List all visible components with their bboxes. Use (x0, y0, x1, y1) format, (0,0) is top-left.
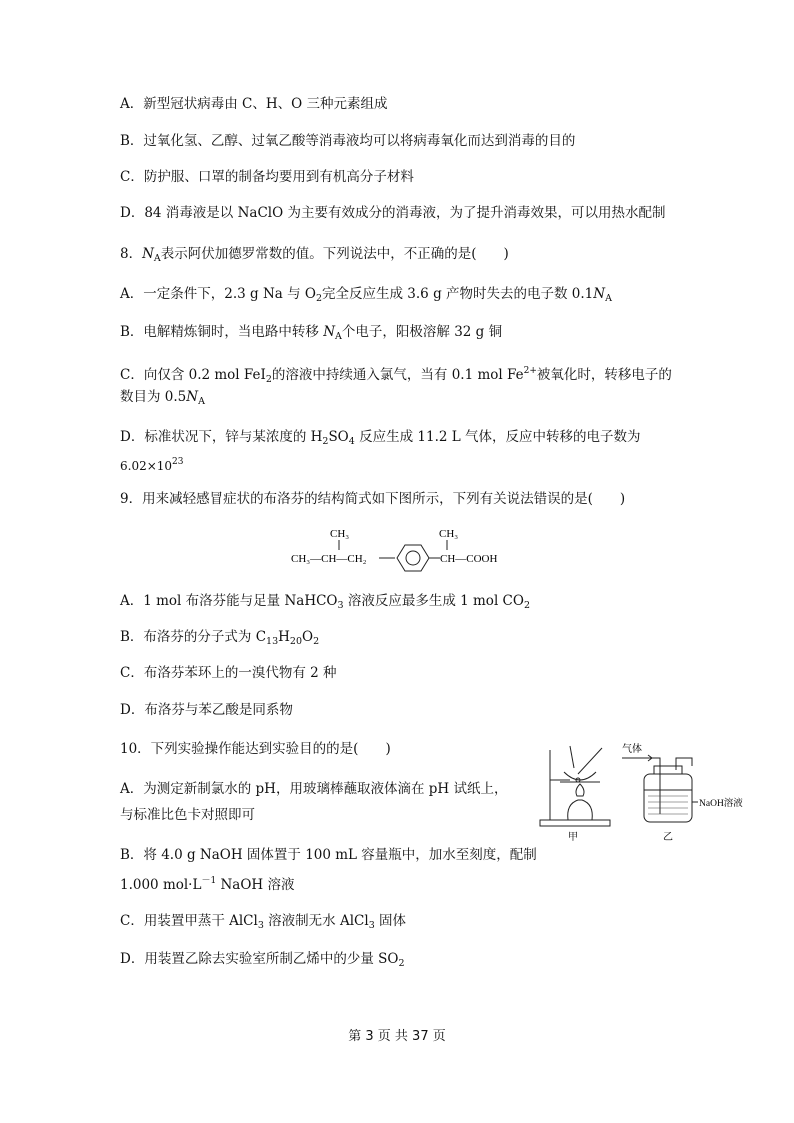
benzene-ring-circle (406, 551, 420, 565)
q9-a-mid: 溶液反应最多生成 1 mol CO (343, 593, 524, 609)
q8-c2-a: A (198, 396, 205, 407)
q7-option-a: A．新型冠状病毒由 C、H、O 三种元素组成 (120, 96, 388, 112)
q8-option-c-line1 (120, 362, 672, 389)
jia-label: 甲 (568, 832, 578, 843)
q10-c-pre: C．用装置甲蒸干 AlCl (120, 913, 258, 929)
q8-c1-mid: 的溶液中持续通入氯气，当有 0.1 mol Fe (271, 367, 524, 383)
q8-b-pre: B．电解精炼铜时，当电路中转移 (120, 324, 324, 340)
q8-d1-sub2: 4 (348, 436, 355, 447)
q9-option-d: D．布洛芬与苯乙酸是同系物 (120, 702, 293, 718)
q8-d2-sup: 23 (172, 457, 184, 467)
page-footer: 第 3 页 共 37 页 (348, 1029, 446, 1044)
q7-option-c: C．防护服、口罩的制备均要用到有机高分子材料 (120, 169, 414, 185)
q8-c2-pre: 数目为 0.5 (120, 389, 187, 405)
naoh-label: NaOH溶液 (699, 799, 743, 809)
q8-stem-num: 8． (120, 246, 143, 262)
q8-d1-pre: D．标准状况下，锌与某浓度的 H (120, 429, 323, 445)
yi-label: 乙 (663, 832, 673, 843)
q8-d2-base: 6.02×10 (120, 459, 173, 473)
q10-c-mid: 溶液制无水 AlCl (263, 913, 369, 929)
q8-c2-n: N (186, 389, 199, 405)
naoh-liquid-pattern (648, 796, 688, 814)
outlet-tube (676, 758, 692, 770)
q8-stem-rest: 表示阿伏加德罗常数的值。下列说法中，不正确的是( ) (160, 246, 509, 262)
q9-b-sub1: 13 (266, 636, 279, 647)
stand-base (540, 820, 610, 826)
q10-c-sub1: 3 (257, 920, 264, 931)
q8-d1-mid: SO (328, 429, 349, 445)
q8-option-d-line2 (120, 453, 184, 475)
q9-b-h: H (278, 629, 290, 645)
q9-option-b (120, 628, 319, 651)
q8-b-post: 个电子，阳极溶解 32 g 铜 (341, 324, 503, 340)
q8-b-a: A (335, 331, 342, 342)
q9-a-pre: A．1 mol 布洛芬能与足量 NaHCO (120, 593, 338, 609)
q9-a-sub2: 2 (523, 600, 530, 611)
benzene-ring (397, 545, 429, 571)
q8-stem-n: N (142, 246, 154, 262)
structure-left-ch3: CH₃ (330, 528, 350, 540)
q10-c-post: 固体 (374, 913, 407, 929)
glass-rod-2 (570, 746, 574, 768)
q10-option-b-line1: B．将 4.0 g NaOH 固体置于 100 mL 容量瓶中，加水至刻度，配制 (120, 847, 537, 863)
q10-option-a-line1: A．为测定新制氯水的 pH，用玻璃棒蘸取液体滴在 pH 试纸上， (120, 781, 508, 797)
q9-b-sub3: 2 (313, 636, 320, 647)
q8-c1-sup: 2+ (523, 366, 537, 376)
q8-c1-pre: C．向仅含 0.2 mol FeI (120, 367, 266, 383)
structure-right-chain: CH—COOH (440, 553, 498, 565)
q8-option-c-line2 (120, 388, 205, 411)
q8-option-a (120, 285, 612, 308)
q9-b-o: O (302, 629, 314, 645)
alcohol-lamp (568, 800, 593, 820)
q8-stem-a: A (153, 253, 161, 264)
q10-d-pre: D．用装置乙除去实验室所制乙烯中的少量 SO (120, 951, 399, 967)
glass-rod (578, 748, 602, 774)
gas-label: 气体 (622, 744, 642, 755)
structure-right-ch3: CH₃ (439, 528, 459, 540)
q9-option-c: C．布洛芬苯环上的一溴代物有 2 种 (120, 665, 337, 681)
bottle-neck (654, 766, 682, 774)
q10-b2-pre: 1.000 mol·L (120, 877, 202, 893)
q10-option-c (120, 912, 406, 935)
q8-option-d-line1 (120, 428, 641, 451)
q10-d-sub: 2 (398, 958, 405, 969)
q8-d1-post: 反应生成 11.2 L 气体，反应中转移的电子数为 (354, 429, 641, 445)
q9-option-a (120, 592, 530, 615)
q8-a-pre: A．一定条件下，2.3 g Na 与 O (120, 286, 316, 302)
q9-stem: 9．用来减轻感冒症状的布洛芬的结构简式如下图所示，下列有关说法错误的是( ) (120, 491, 626, 507)
apparatus-jia (540, 746, 610, 826)
q8-a-n: N (593, 286, 606, 302)
q7-option-b: B．过氧化氢、乙醇、过氧乙酸等消毒液均可以将病毒氧化而达到消毒的目的 (120, 133, 576, 149)
q8-c1-sub: 2 (265, 374, 272, 385)
q10-option-d (120, 950, 404, 973)
q9-a-sub: 3 (337, 600, 344, 611)
q8-d1-sub1: 2 (322, 436, 329, 447)
q7-option-d: D．84 消毒液是以 NaClO 为主要有效成分的消毒液，为了提升消毒效果，可以用热水配制 (120, 205, 666, 221)
q10-c-sub2: 3 (368, 920, 375, 931)
q9-b-sub2: 20 (289, 636, 303, 647)
q8-b-n: N (323, 324, 336, 340)
q10-b2-sup: －1 (201, 876, 217, 886)
q8-a-mid: 完全反应生成 3.6 g 产物时失去的电子数 0.1 (322, 286, 594, 302)
q10-stem: 10．下列实验操作能达到实验目的的是( ) (120, 741, 391, 757)
q10-option-a-line2: 与标准比色卡对照即可 (120, 807, 255, 823)
q8-stem (120, 245, 509, 268)
q8-c1-post: 被氧化时，转移电子的 (536, 367, 672, 383)
ibuprofen-structure (0, 522, 794, 582)
bottle-body (644, 774, 692, 822)
structure-left-chain: CH₃—CH—CH₂ (291, 553, 367, 565)
flame (576, 784, 584, 796)
q10-b2-post: NaOH 溶液 (216, 877, 295, 893)
q8-a-sub: 2 (315, 293, 323, 304)
q10-option-b-line2 (120, 872, 294, 894)
q9-b-pre: B．布洛芬的分子式为 C (120, 629, 267, 645)
apparatus-figure (530, 740, 770, 850)
q8-a-a: A (605, 293, 612, 304)
q8-option-b (120, 323, 502, 346)
apparatus-yi (622, 755, 698, 822)
